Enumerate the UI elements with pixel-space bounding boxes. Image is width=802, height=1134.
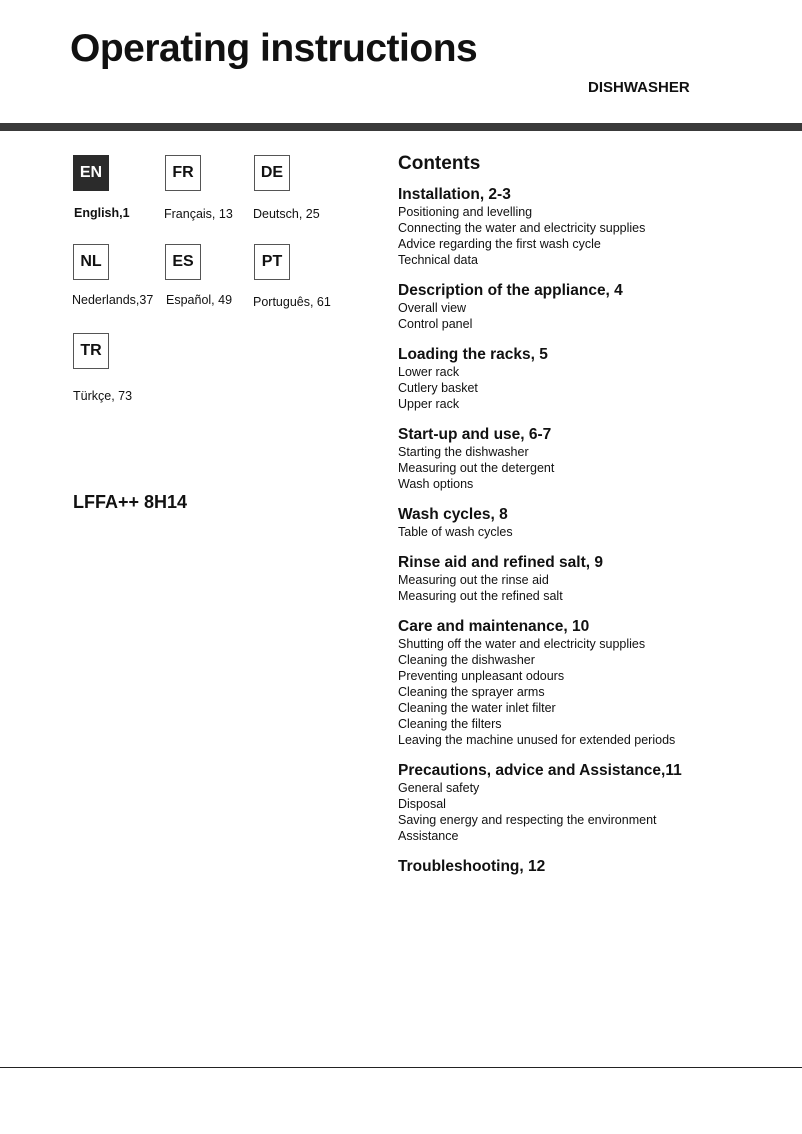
toc-section-heading[interactable]: Description of the appliance, 4 (398, 282, 623, 299)
table-of-contents (398, 152, 788, 890)
toc-section-heading[interactable]: Wash cycles, 8 (398, 506, 508, 523)
toc-section (398, 618, 788, 748)
toc-item[interactable]: Cleaning the dishwasher (398, 653, 535, 667)
toc-item[interactable]: Wash options (398, 477, 474, 491)
toc-item[interactable]: Upper rack (398, 397, 460, 411)
language-tab-fr[interactable]: FR (165, 155, 201, 191)
toc-item[interactable]: Table of wash cycles (398, 525, 513, 539)
toc-item[interactable]: Saving energy and respecting the environment (398, 813, 657, 827)
toc-section-heading[interactable]: Care and maintenance, 10 (398, 618, 590, 635)
toc-section-heading[interactable]: Troubleshooting, 12 (398, 858, 546, 875)
toc-section (398, 346, 788, 412)
toc-section-heading[interactable]: Precautions, advice and Assistance,11 (398, 762, 682, 779)
toc-item[interactable]: General safety (398, 781, 480, 795)
toc-item[interactable]: Leaving the machine unused for extended periods (398, 733, 676, 747)
toc-item[interactable]: Positioning and levelling (398, 205, 533, 219)
toc-item[interactable]: Disposal (398, 797, 446, 811)
language-label-es[interactable]: Español, 49 (166, 293, 233, 307)
language-label-nl[interactable]: Nederlands,37 (72, 293, 154, 307)
toc-item[interactable]: Cutlery basket (398, 381, 478, 395)
toc-item[interactable]: Cleaning the sprayer arms (398, 685, 545, 699)
language-tab-pt[interactable]: PT (254, 244, 290, 280)
toc-item[interactable]: Measuring out the rinse aid (398, 573, 549, 587)
page-title: Operating instructions (70, 27, 478, 70)
header-divider (0, 123, 802, 131)
toc-section (398, 762, 788, 844)
toc-item[interactable]: Preventing unpleasant odours (398, 669, 565, 683)
toc-item[interactable]: Starting the dishwasher (398, 445, 529, 459)
contents-title: Contents (398, 153, 481, 174)
language-label-de[interactable]: Deutsch, 25 (253, 207, 320, 221)
toc-item[interactable]: Technical data (398, 253, 478, 267)
toc-section-heading[interactable]: Installation, 2-3 (398, 186, 511, 203)
language-tab-tr[interactable]: TR (73, 333, 109, 369)
toc-section-heading[interactable]: Rinse aid and refined salt, 9 (398, 554, 604, 571)
toc-section (398, 858, 788, 876)
toc-item[interactable]: Connecting the water and electricity supplies (398, 221, 646, 235)
toc-item[interactable]: Measuring out the detergent (398, 461, 555, 475)
language-tab-es[interactable]: ES (165, 244, 201, 280)
language-tab-de[interactable]: DE (254, 155, 290, 191)
toc-item[interactable]: Cleaning the filters (398, 717, 502, 731)
toc-item[interactable]: Control panel (398, 317, 473, 331)
toc-section (398, 186, 788, 268)
toc-section (398, 282, 788, 332)
language-tab-nl[interactable]: NL (73, 244, 109, 280)
toc-section (398, 426, 788, 492)
footer-divider (0, 1067, 802, 1068)
language-label-fr[interactable]: Français, 13 (164, 207, 233, 221)
language-label-pt[interactable]: Português, 61 (253, 295, 331, 309)
toc-item[interactable]: Assistance (398, 829, 459, 843)
language-label-tr[interactable]: Türkçe, 73 (73, 389, 133, 403)
toc-item[interactable]: Advice regarding the first wash cycle (398, 237, 601, 251)
toc-item[interactable]: Cleaning the water inlet filter (398, 701, 556, 715)
language-tab-en[interactable]: EN (73, 155, 109, 191)
product-type-label: DISHWASHER (588, 79, 690, 96)
language-label-en[interactable]: English,1 (74, 206, 130, 220)
toc-item[interactable]: Lower rack (398, 365, 460, 379)
toc-item[interactable]: Shutting off the water and electricity supplies (398, 637, 646, 651)
toc-item[interactable]: Measuring out the refined salt (398, 589, 563, 603)
toc-section-heading[interactable]: Start-up and use, 6-7 (398, 426, 552, 443)
toc-section (398, 554, 788, 604)
model-number: LFFA++ 8H14 (73, 492, 188, 512)
toc-item[interactable]: Overall view (398, 301, 467, 315)
toc-section (398, 506, 788, 540)
toc-section-heading[interactable]: Loading the racks, 5 (398, 346, 548, 363)
